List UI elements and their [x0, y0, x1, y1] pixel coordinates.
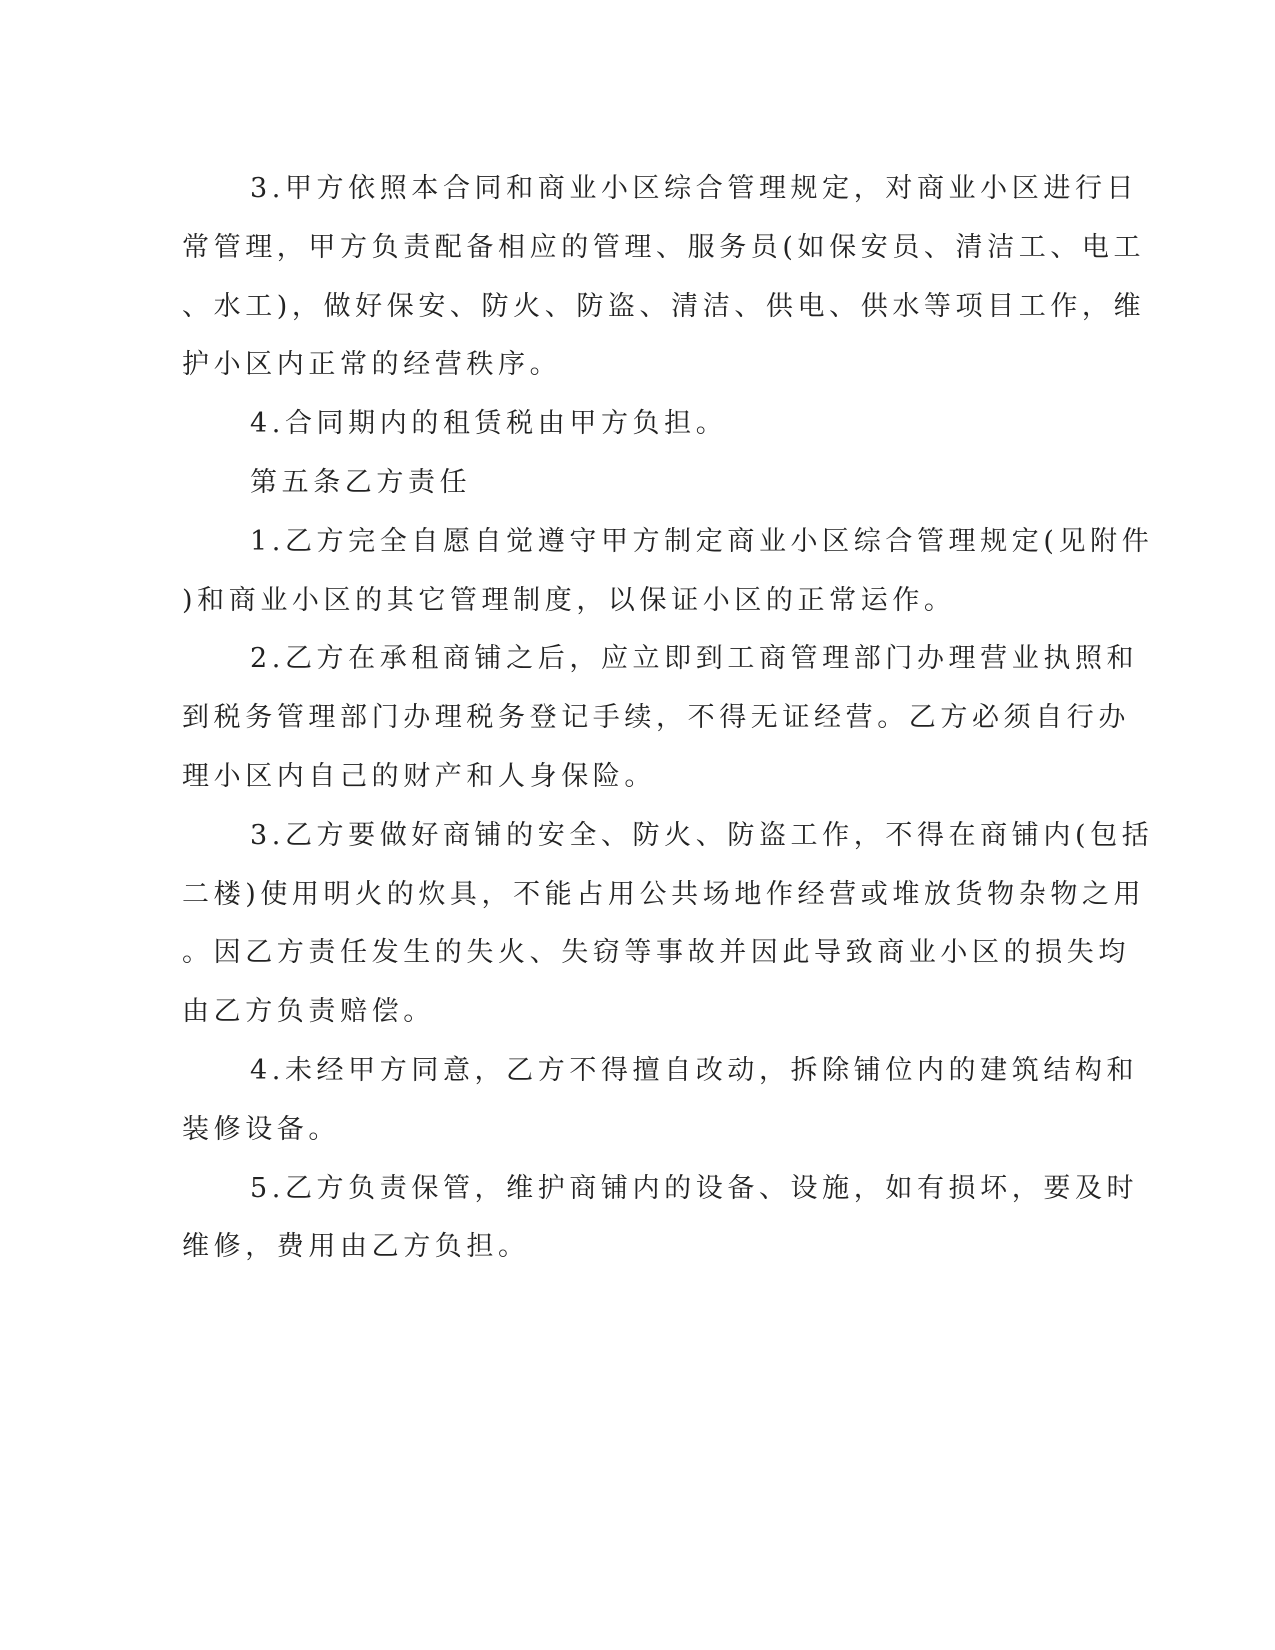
paragraph-tenant-licensing	[182, 630, 1139, 806]
text-line: 护小区内正常的经营秩序。	[182, 349, 562, 381]
text-line: 5.乙方负责保管，维护商铺内的设备、设施，如有损坏，要及时	[250, 1172, 1139, 1204]
text-line: 装修设备。	[182, 1113, 340, 1145]
text-line: 到税务管理部门办理税务登记手续，不得无证经营。乙方必须自行办	[182, 702, 1130, 734]
paragraph-maintenance	[182, 1160, 1139, 1278]
text-line: 维修，费用由乙方负担。	[182, 1231, 530, 1263]
text-line: 。因乙方责任发生的失火、失窃等事故并因此导致商业小区的损失均	[182, 937, 1130, 969]
text-line: 3.乙方要做好商铺的安全、防火、防盗工作，不得在商铺内(包括	[250, 819, 1154, 851]
text-line: 理小区内自己的财产和人身保险。	[182, 760, 656, 792]
section-heading-article-5	[182, 454, 1044, 513]
text-line: 2.乙方在承租商铺之后，应立即到工商管理部门办理营业执照和	[250, 643, 1139, 675]
paragraph-landlord-management	[182, 160, 1146, 395]
paragraph-no-alterations	[182, 1042, 1139, 1160]
text-line: 二楼)使用明火的炊具，不能占用公共场地作经营或堆放货物杂物之用	[182, 878, 1146, 910]
text-line: 由乙方负责赔偿。	[182, 996, 435, 1028]
text-line: 3.甲方依照本合同和商业小区综合管理规定，对商业小区进行日	[250, 173, 1139, 204]
text-line: 4.合同期内的租赁税由甲方负担。	[250, 408, 728, 440]
text-line: 常管理，甲方负责配备相应的管理、服务员(如保安员、清洁工、电工	[182, 231, 1146, 263]
text-line: 、水工)，做好保安、防火、防盗、清洁、供电、供水等项目工作，维	[182, 290, 1146, 322]
text-line: )和商业小区的其它管理制度，以保证小区的正常运作。	[182, 584, 956, 616]
text-line: 4.未经甲方同意，乙方不得擅自改动，拆除铺位内的建筑结构和	[250, 1054, 1139, 1086]
paragraph-tenant-safety	[182, 807, 1154, 1042]
section-heading: 第五条乙方责任	[250, 466, 472, 498]
text-line: 1.乙方完全自愿自觉遵守甲方制定商业小区综合管理规定(见附件	[250, 525, 1154, 557]
paragraph-lease-tax	[182, 395, 1044, 454]
paragraph-tenant-compliance	[182, 513, 1154, 631]
document-body	[182, 160, 1154, 1277]
